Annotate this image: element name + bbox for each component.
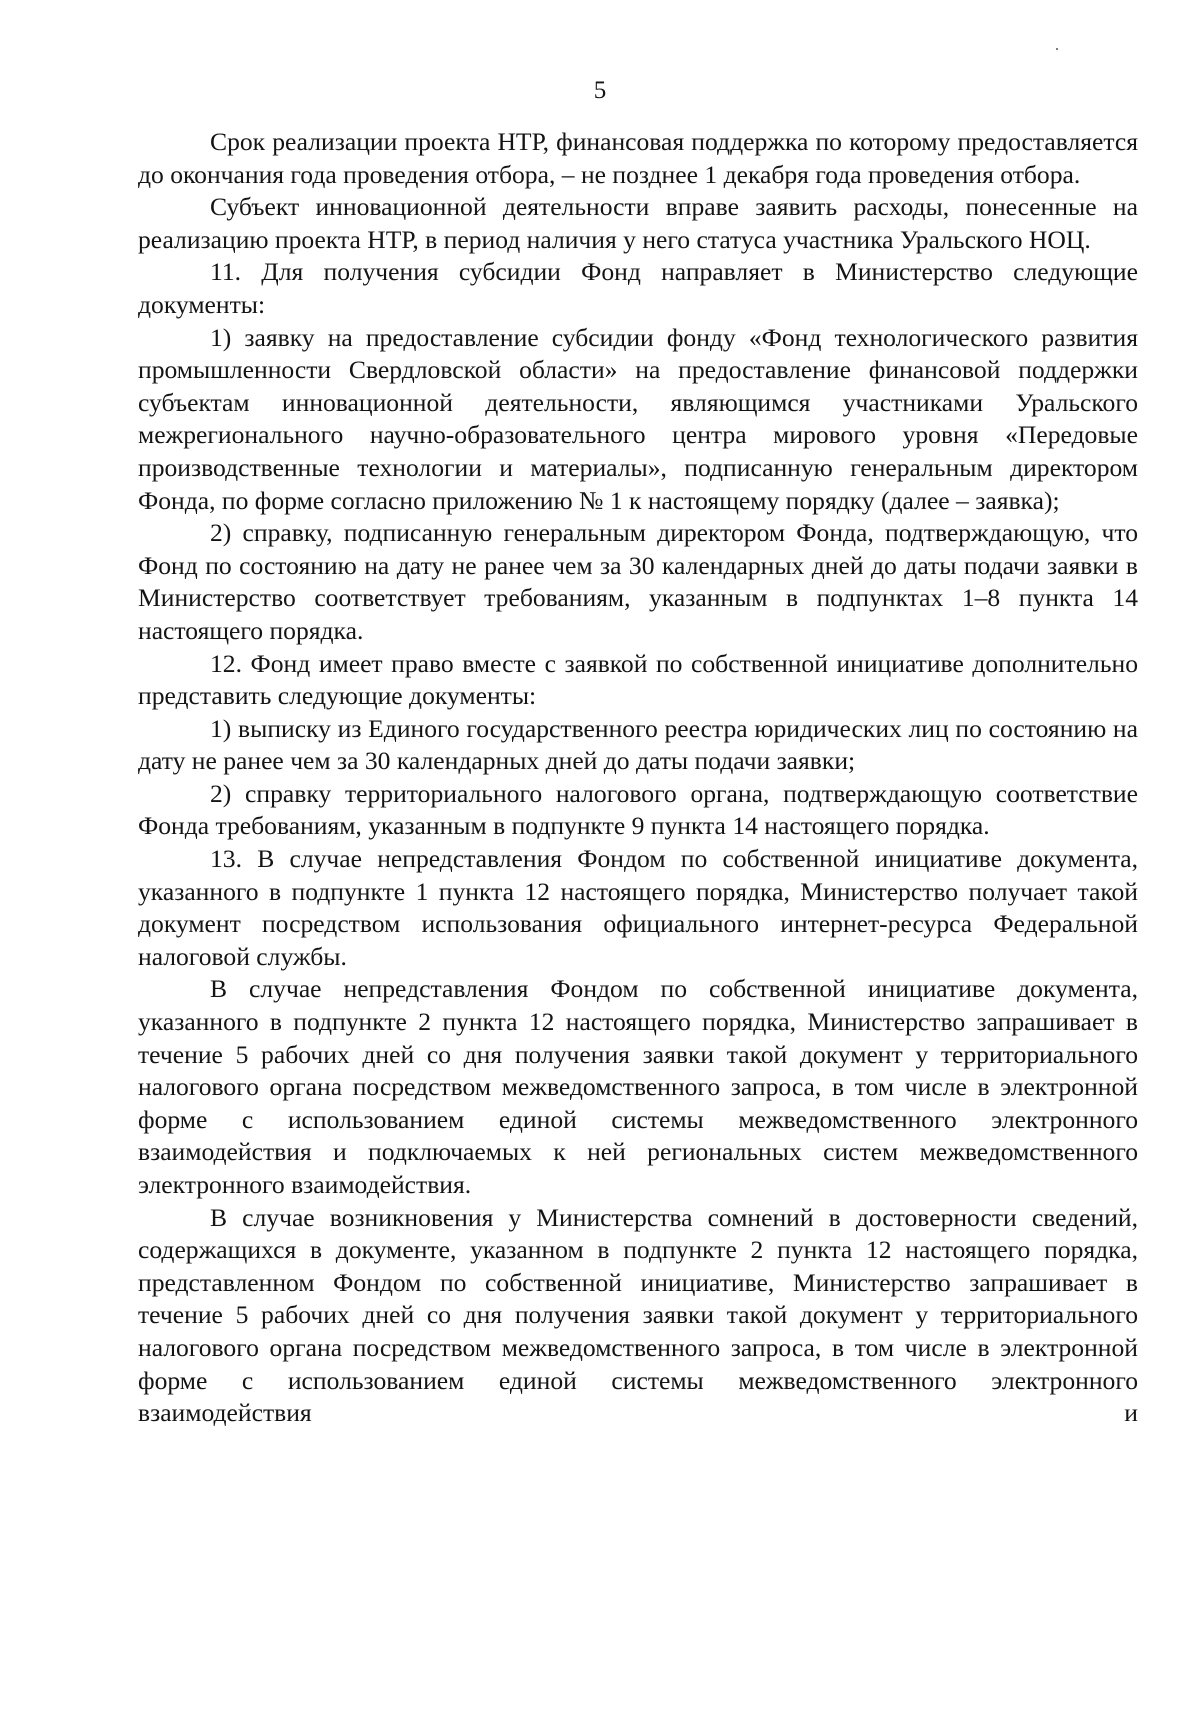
scan-speck xyxy=(1056,48,1058,50)
paragraph-item-13: 13. В случае непредставления Фондом по собственной инициативе документа, указанного в подпункте 1 пункта 12 настоящего порядка, Министерство получает такой документ посредством использования официального интернет-ресурса Федеральной налоговой службы. xyxy=(138,844,1138,971)
paragraph-item-11: 11. Для получения субсидии Фонд направляет в Министерство следующие документы: xyxy=(138,257,1138,319)
paragraph-item-11-sub-2: 2) справку, подписанную генеральным директором Фонда, подтверждающую, что Фонд по состоянию на дату не ранее чем за 30 календарных дней до даты подачи заявки в Министерство соответствует требованиям, указанным в подпунктах 1–8 пункта 14 настоящего порядка. xyxy=(138,518,1138,645)
document-body xyxy=(138,126,1138,1430)
page-number: 5 xyxy=(593,77,607,104)
paragraph-item-12: 12. Фонд имеет право вместе с заявкой по собственной инициативе дополнительно представить следующие документы: xyxy=(138,648,1138,711)
paragraph-item-12-sub-2: 2) справку территориального налогового органа, подтверждающую соответствие Фонда требованиям, указанным в подпункте 9 пункта 14 настоящего порядка. xyxy=(138,778,1138,841)
paragraph-item-11-sub-1: 1) заявку на предоставление субсидии фонду «Фонд технологического развития промышленности Свердловской области» на предоставление финансовой поддержки субъектам инновационной деятельности, являющимся участниками Уральского межрегионального научно-образовательного центра мирового уровня «Передовые производственные технологии и материалы», подписанную генеральным директором Фонда, по форме согласно приложению № 1 к настоящему порядку (далее – заявка); xyxy=(138,322,1138,515)
paragraph-item-12-sub-1: 1) выписку из Единого государственного реестра юридических лиц по состоянию на дату не ранее чем за 30 календарных дней до даты подачи заявки; xyxy=(138,713,1138,776)
paragraph-project-term: Срок реализации проекта НТР, финансовая поддержка по которому предоставляется до окончания года проведения отбора, – не позднее 1 декабря года проведения отбора. xyxy=(138,127,1138,189)
paragraph-item-13-cont-2: В случае возникновения у Министерства сомнений в достоверности сведений, содержащихся в документе, указанном в подпункте 2 пункта 12 настоящего порядка, представленном Фондом по собственной инициативе, Министерство запрашивает в течение 5 рабочих дней со дня получения заявки такой документ у территориального налогового органа посредством межведомственного запроса, в том числе в электронной форме с использованием единой системы межведомственного электронного взаимодействия и xyxy=(138,1202,1138,1428)
paragraph-expenses-right: Субъект инновационной деятельности вправе заявить расходы, понесенные на реализацию проекта НТР, в период наличия у него статуса участника Уральского НОЦ. xyxy=(138,192,1138,254)
paragraph-item-13-cont-1: В случае непредставления Фондом по собственной инициативе документа, указанного в подпункте 2 пункта 12 настоящего порядка, Министерство запрашивает в течение 5 рабочих дней со дня получения заявки такой документ у территориального налогового органа посредством межведомственного запроса, в том числе в электронной форме с использованием единой системы межведомственного электронного взаимодействия и подключаемых к ней региональных систем межведомственного электронного взаимодействия. xyxy=(138,974,1138,1199)
